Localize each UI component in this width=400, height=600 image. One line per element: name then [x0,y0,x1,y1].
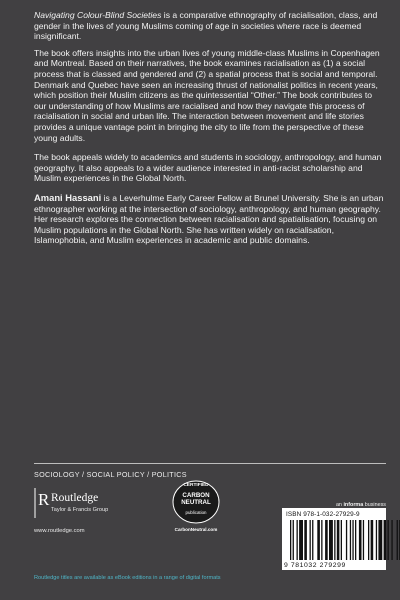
divider [34,463,386,464]
carbon-certified: CERTIFIED [183,483,209,488]
publisher-group: Taylor & Francis Group [51,507,109,513]
author-bio [34,193,386,246]
barcode-bar [391,520,392,560]
barcode-bar [334,520,335,560]
carbon-line-2: NEUTRAL [181,498,211,506]
barcode-digits: 9 781032 279299 [284,562,346,569]
barcode-bar [363,520,364,560]
publisher-url: www.routledge.com [34,528,85,534]
blurb-text: is a comparative ethnography of racialisation, class, and gender in the lives of young Muslims coming of age in societies where race is deemed insignificant. [34,10,378,42]
barcode-bar [317,520,320,560]
blurb-paragraph-2: The book offers insights into the urban lives of young middle-class Muslims in Copenhagen and Montreal. Based on their narratives, the book examines racialisation as (1) a social process that is classed and gendered and (2) a spatial process that is social and temporal. Denmark and Quebec have seen an increasing thrust of nationalist politics in recent years, which position their Muslim citizens as the quintessential “Other.” The book contributes to our understanding of how Muslims are racialised and how they navigate this process of racialisation in social and urban life. The interaction between movement and life stories provides a unique vantage point in bringing the city to life from the perspective of these young adults. [34,47,380,143]
barcode-bar [312,520,313,560]
book-title: Navigating Colour-Blind Societies [34,10,162,20]
barcode-bar [397,520,398,560]
blurb-paragraph-3: The book appeals widely to academics and students in sociology, anthropology, and human geography. It also appeals to a wider audience interested in anti-racist scholarship and Muslim experiences in the Global North. [34,152,382,184]
isbn-barcode-box [282,508,386,570]
barcode-bar [325,520,328,560]
routledge-logo-icon [34,488,48,518]
barcode-bar [359,520,362,560]
blurb [34,10,386,252]
informa-prefix: an [335,502,344,508]
barcode-bar [378,520,382,560]
barcode-bar [310,520,311,560]
publisher-name: Routledge [51,492,99,504]
informa-brand: informa [343,502,364,508]
isbn-label: ISBN 978-1-032-27929-9 [286,511,360,518]
barcode-bar [352,520,353,560]
barcode-bar [384,520,387,560]
barcode-bar [350,520,351,560]
author-name: Amani Hassani [34,191,102,203]
barcode-bar [293,520,294,560]
carbon-neutral-badge [170,480,222,538]
barcode-bar [355,520,356,560]
barcode-bar [368,520,369,560]
barcode-bar [346,520,347,560]
barcode-bar [371,520,374,560]
barcode-bar [321,520,322,560]
carbon-line-1: CARBON [182,492,210,499]
barcode-bar [299,520,303,560]
barcode-bar [297,520,298,560]
routledge-logo-letter: R [38,490,50,509]
subject-categories: SOCIOLOGY / SOCIAL POLICY / POLITICS [34,470,187,479]
barcode-bar [388,520,389,560]
barcode-bar [376,520,377,560]
carbon-neutral-mark [170,493,222,506]
barcode-bar [337,520,340,560]
carbon-publication: publication [185,510,207,515]
barcode-bar [290,520,291,560]
informa-suffix: business [363,502,386,508]
carbon-site: CarbonNeutral.com [174,527,218,532]
publisher-block [34,488,154,538]
barcode-bar [341,520,342,560]
author-bio-text: is a Leverhulme Early Career Fellow at Brunel University. She is an urban ethnographer working at the intersection of sociology, anthropology, and human geography. Her research explores the connection between racialisation and spatialisation, focusing on Muslim populations in the Global North. She has written widely on racialisation, Islamophobia, and Muslim experiences in academic and public domains. [34,192,384,246]
ebook-note: Routledge titles are available as eBook editions in a range of digital formats [34,575,221,581]
barcode-bar [329,520,333,560]
barcode-bar [304,520,307,560]
blurb-paragraph-1 [34,10,386,42]
